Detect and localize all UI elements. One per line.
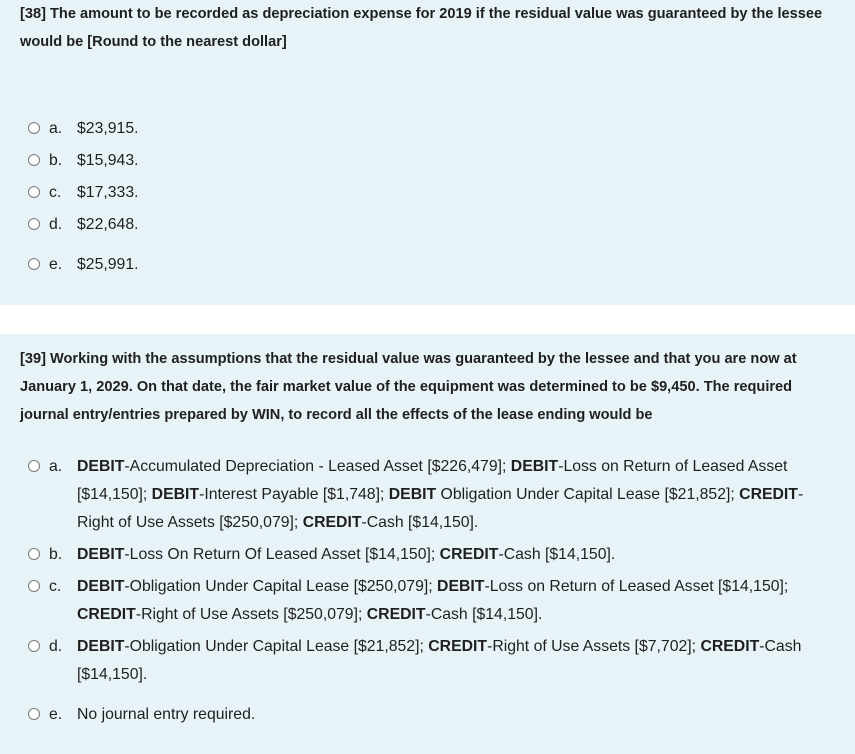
q39-option-a[interactable]: a. DEBIT-Accumulated Depreciation - Leased Asset [$226,479]; DEBIT-Loss on Return of Leased Asset [$14,150]; DEBIT-Interest Payable [$1,748]; DEBIT Obligation Under Capital Lease [$21,852]; CREDIT-Right of Use Assets [$250,079]; CREDIT-Cash [$14,150].: [28, 453, 829, 537]
entry-text: -Obligation Under Capital Lease [$21,852];: [124, 638, 429, 655]
entry-keyword: DEBIT: [77, 578, 125, 595]
radio-button[interactable]: [28, 258, 40, 270]
entry-keyword: DEBIT: [77, 638, 125, 655]
entry-text: -Cash [$14,150].: [77, 638, 802, 683]
radio-button[interactable]: [28, 548, 40, 560]
radio-button[interactable]: [28, 708, 40, 720]
question-39-card: [0, 334, 855, 754]
q38-option-b[interactable]: b. $15,943.: [28, 147, 829, 175]
q38-option-a[interactable]: a. $23,915.: [28, 115, 829, 143]
q39-option-e-text: [77, 701, 829, 729]
entry-text: -Accumulated Depreciation - Leased Asset [$226,479];: [124, 458, 511, 475]
entry-keyword: CREDIT: [428, 638, 488, 655]
q38-option-d[interactable]: d. $22,648.: [28, 211, 829, 239]
q39-option-d[interactable]: d. DEBIT-Obligation Under Capital Lease [$21,852]; CREDIT-Right of Use Assets [$7,702]; CREDIT-Cash [$14,150].: [28, 633, 829, 689]
q39-option-d-text: [77, 633, 829, 689]
q39-option-b-text: [77, 541, 829, 569]
radio-button[interactable]: [28, 580, 40, 592]
entry-keyword: DEBIT: [510, 458, 559, 475]
entry-text: Obligation Under Capital Lease [$21,852];: [436, 486, 740, 503]
entry-text: -Loss on Return of Leased Asset [$14,150];: [484, 578, 789, 595]
entry-keyword: DEBIT: [151, 486, 200, 503]
q38-option-c[interactable]: c. $17,333.: [28, 179, 829, 207]
entry-keyword: CREDIT: [739, 486, 798, 503]
question-38-text: [38] The amount to be recorded as depreciation expense for 2019 if the residual value was guaranteed by the lessee would be [Round to the nearest dollar]: [20, 6, 823, 50]
entry-text: -Cash [$14,150].: [425, 606, 543, 623]
entry-keyword: CREDIT: [77, 606, 136, 623]
radio-button[interactable]: [28, 186, 40, 198]
entry-text: -Cash [$14,150].: [498, 546, 616, 563]
radio-button[interactable]: [28, 640, 40, 652]
radio-button[interactable]: [28, 218, 40, 230]
entry-text: -Right of Use Assets [$250,079];: [135, 606, 367, 623]
question-39-text: [39] Working with the assumptions that the residual value was guaranteed by the lessee and that you are now at January 1, 2029. On that date, the fair market value of the equipment was determined to be $9,450. The required journal entry/entries prepared by WIN, to record all the effects of the lease ending would be: [20, 351, 797, 423]
entry-keyword: DEBIT: [388, 486, 437, 503]
entry-keyword: CREDIT: [366, 606, 426, 623]
entry-keyword: CREDIT: [700, 638, 760, 655]
radio-button[interactable]: [28, 122, 40, 134]
entry-text: -Loss on Return of Leased Asset [$14,150];: [77, 458, 788, 503]
radio-button[interactable]: [28, 460, 40, 472]
q38-option-e[interactable]: e. $25,991.: [28, 251, 829, 279]
entry-keyword: CREDIT: [439, 546, 499, 563]
question-38-card: [0, 0, 855, 305]
q39-option-c[interactable]: c. DEBIT-Obligation Under Capital Lease [$250,079]; DEBIT-Loss on Return of Leased Asset [$14,150]; CREDIT-Right of Use Assets [$250,079]; CREDIT-Cash [$14,150].: [28, 573, 829, 629]
entry-keyword: DEBIT: [77, 546, 125, 563]
entry-keyword: DEBIT: [437, 578, 485, 595]
entry-text: -Loss On Return Of Leased Asset [$14,150];: [124, 546, 440, 563]
entry-text: -Cash [$14,150].: [361, 514, 479, 531]
entry-text: No journal entry required.: [77, 706, 256, 723]
radio-button[interactable]: [28, 154, 40, 166]
entry-text: -Obligation Under Capital Lease [$250,079];: [124, 578, 438, 595]
entry-keyword: DEBIT: [77, 458, 125, 475]
q39-option-e[interactable]: e. No journal entry required.: [28, 701, 829, 729]
entry-keyword: CREDIT: [302, 514, 362, 531]
q39-option-c-text: [77, 573, 829, 629]
q39-option-b[interactable]: b. DEBIT-Loss On Return Of Leased Asset [$14,150]; CREDIT-Cash [$14,150].: [28, 541, 829, 569]
entry-text: -Right of Use Assets [$7,702];: [487, 638, 701, 655]
entry-text: -Right of Use Assets [$250,079];: [77, 486, 804, 531]
entry-text: -Interest Payable [$1,748];: [199, 486, 389, 503]
q39-option-a-text: [77, 453, 829, 537]
